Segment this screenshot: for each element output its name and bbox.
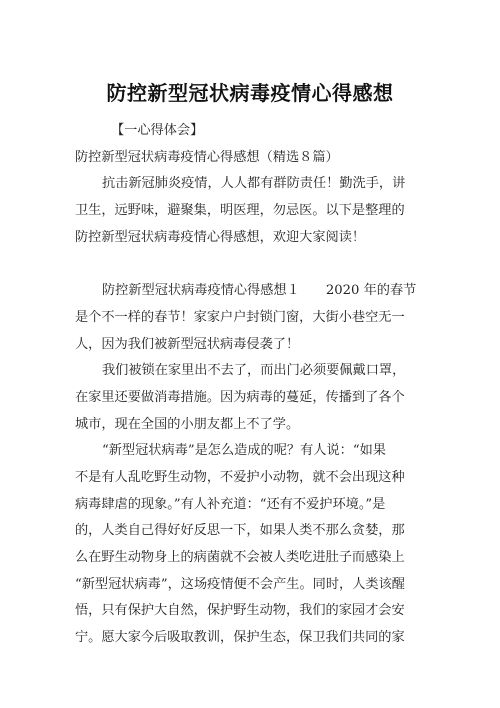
paragraph-line: “新型冠状病毒”是怎么造成的呢？有人说：“如果 bbox=[102, 443, 386, 459]
paragraph-line: 么在野生动物身上的病菌就不会被人类吃进肚子而感染上 bbox=[75, 550, 405, 565]
paragraph-gap bbox=[75, 251, 421, 278]
paragraph-line: “新型冠状病毒”，这场疫情便不会产生。同时，人类该醒 bbox=[75, 576, 405, 592]
section-tag: 【一心得体会】 bbox=[111, 123, 204, 138]
intro-line: 防控新型冠状病毒疫情心得感想，欢迎大家阅读！ bbox=[75, 229, 366, 245]
document-subtitle: 防控新型冠状病毒疫情心得感想（精选８篇） bbox=[75, 149, 339, 165]
paragraph-line: 不是有人乱吃野生动物，不爱护小动物，就不会出现这种 bbox=[75, 469, 405, 485]
essay-heading: 防控新型冠状病毒疫情心得感想１ bbox=[102, 283, 300, 299]
document-title: 防控新型冠状病毒疫情心得感想 bbox=[106, 81, 394, 105]
intro-line: 卫生，远野味，避聚集，明医理，勿忌医。以下是整理的 bbox=[75, 203, 405, 219]
paragraph-line: 我们被锁在家里出不去了，而出门必须要佩戴口罩， bbox=[102, 363, 406, 379]
paragraph-line: 在家里还要做消毒措施。因为病毒的蔓延，传播到了各个 bbox=[75, 389, 405, 405]
paragraph-line: 城市，现在全国的小朋友都上不了学。 bbox=[75, 416, 300, 432]
document-body bbox=[75, 118, 421, 652]
paragraph-line: 病毒肆虐的现象。”有人补充道：“还有不爱护环境。”是 bbox=[75, 496, 386, 512]
paragraph-line: 悟，只有保护大自然，保护野生动物，我们的家园才会安 bbox=[75, 603, 405, 619]
paragraph-line: 的，人类自己得好好反思一下，如果人类不那么贪婪，那 bbox=[75, 523, 405, 539]
essay-line: 人，因为我们被新型冠状病毒侵袭了！ bbox=[75, 336, 300, 352]
essay-line: 2020 年的春节 bbox=[325, 283, 417, 299]
essay-heading-line bbox=[75, 278, 421, 305]
essay-line: 是个不一样的春节！家家户户封锁门窗，大街小巷空无一 bbox=[75, 309, 405, 325]
intro-line: 抗击新冠肺炎疫情，人人都有群防责任！勤洗手，讲 bbox=[102, 176, 406, 192]
paragraph-line: 宁。愿大家今后吸取教训，保护生态，保卫我们共同的家 bbox=[75, 630, 405, 646]
